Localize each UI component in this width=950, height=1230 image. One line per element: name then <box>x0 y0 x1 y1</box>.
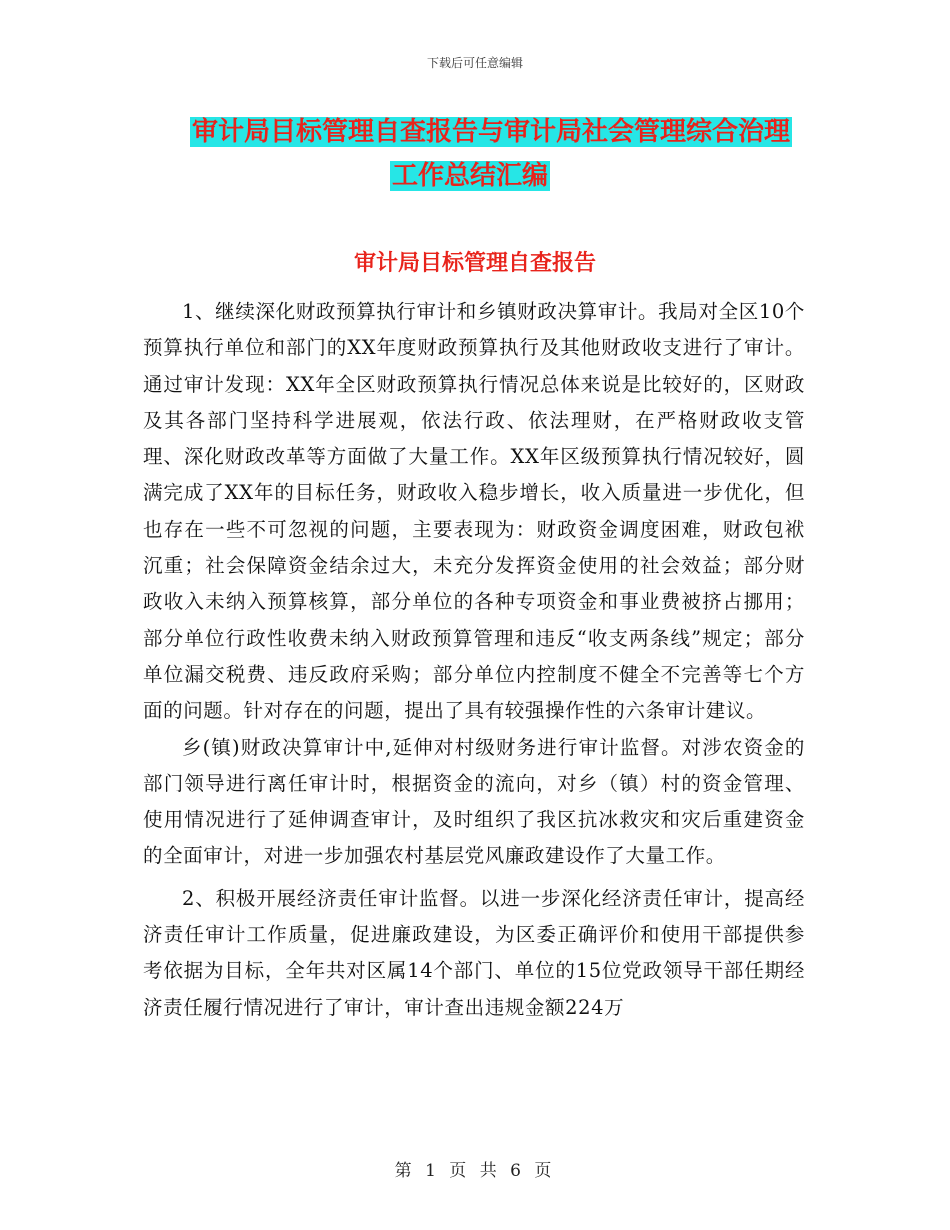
paragraph: 乡(镇)财政决算审计中,延伸对村级财务进行审计监督。对涉农资金的部门领导进行离任审计时，根据资金的流向，对乡（镇）村的资金管理、使用情况进行了延伸调查审计，及时组织了我区抗冰救灾和灾后重建资金的全面审计，对进一步加强农村基层党风廉政建设作了大量工作。 <box>143 735 805 868</box>
document-title-line-1 <box>190 112 810 152</box>
document-title-text-1: 审计局目标管理自查报告与审计局社会管理综合治理 <box>192 117 791 147</box>
document-title <box>190 112 810 196</box>
section-title: 审计局目标管理自查报告 <box>353 251 596 276</box>
paragraph: 1、继续深化财政预算执行审计和乡镇财政决算审计。我局对全区10个预算执行单位和部门的XX年度财政预算执行及其他财政收支进行了审计。通过审计发现：XX年全区财政预算执行情况总体来说是比较好的，区财政及其各部门坚持科学进展观，依法行政、依法理财，在严格财政收支管理、深化财政改革等方面做了大量工作。XX年区级预算执行情况较好，圆满完成了XX年的目标任务，财政收入稳步增长，收入质量进一步优化，但也存在一些不可忽视的问题，主要表现为：财政资金调度困难，财政包袱沉重；社会保障资金结余过大，未充分发挥资金使用的社会效益；部分财政收入未纳入预算核算，部分单位的各种专项资金和事业费被挤占挪用；部分单位行政性收费未纳入财政预算管理和违反“收支两条线”规定；部分单位漏交税费、违反政府采购；部分单位内控制度不健全不完善等七个方面的问题。针对存在的问题，提出了具有较强操作性的六条审计建议。 <box>143 300 805 723</box>
page-header-note: 下载后可任意编辑 <box>426 56 523 70</box>
paragraph: 2、积极开展经济责任审计监督。以进一步深化经济责任审计，提高经济责任审计工作质量，促进廉政建设，为区委正确评价和使用干部提供参考依据为目标，全年共对区属14个部门、单位的15位党政领导干部任期经济责任履行情况进行了审计，审计查出违规金额224万 <box>143 886 805 1019</box>
document-title-text-2: 工作总结汇编 <box>392 161 549 191</box>
page-number-footer: 第 1 页 共 6 页 <box>394 1161 556 1181</box>
document-body <box>143 294 805 1026</box>
document-title-line-2 <box>190 156 810 196</box>
